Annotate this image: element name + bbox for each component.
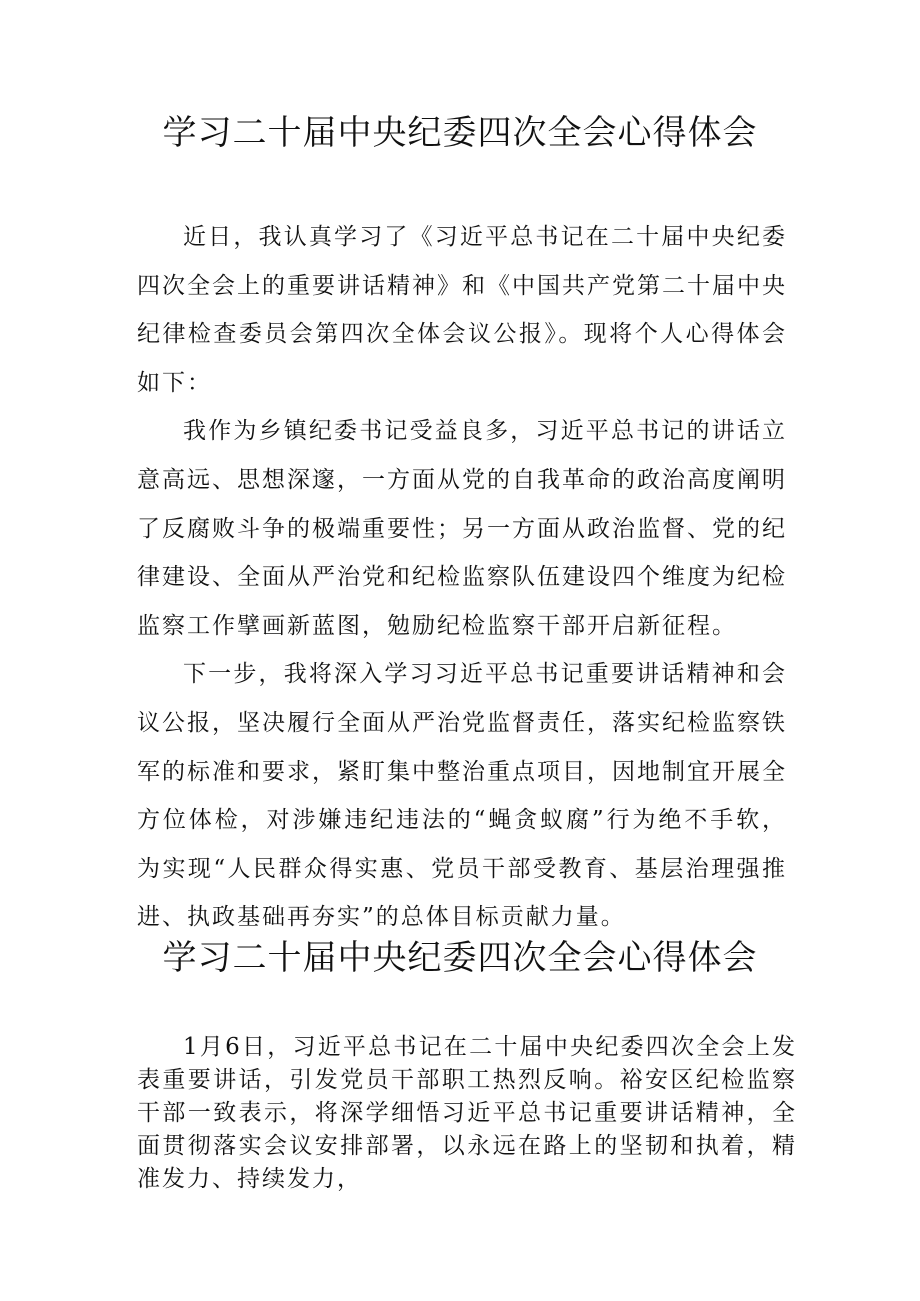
section-1-paragraph-2: 我作为乡镇纪委书记受益良多，习近平总书记的讲话立意高远、思想深邃，一方面从党的自我革命的政治高度阐明了反腐败斗争的极端重要性；另一方面从政治监督、党的纪律建设、全面从严治党和纪检监察队伍建设四个维度为纪检监察工作擘画新蓝图，勉励纪检监察干部开启新征程。 [137, 418, 787, 639]
section-1-paragraph-3: 下一步，我将深入学习习近平总书记重要讲话精神和会议公报，坚决履行全面从严治党监督责任，落实纪检监察铁军的标准和要求，紧盯集中整治重点项目，因地制宜开展全方位体检，对涉嫌违纪违法的“蝇贪蚁腐”行为绝不手软，为实现“人民群众得实惠、党员干部受教育、基层治理强推进、执政基础再夯实”的总体目标贡献力量。 [137, 661, 787, 931]
section-1-paragraph-1: 近日，我认真学习了《习近平总书记在二十届中央纪委四次全会上的重要讲话精神》和《中国共产党第二十届中央纪律检查委员会第四次全体会议公报》。现将个人心得体会如下： [137, 224, 787, 396]
section-1-title: 学习二十届中央纪委四次全会心得体会 [162, 113, 758, 153]
section-2-body [137, 1031, 797, 1196]
section-1-body [137, 213, 787, 942]
section-2-title: 学习二十届中央纪委四次全会心得体会 [162, 938, 758, 978]
section-2-paragraph-1: 1月6日，习近平总书记在二十届中央纪委四次全会上发表重要讲话，引发党员干部职工热烈反响。裕安区纪检监察干部一致表示，将深学细悟习近平总书记重要讲话精神，全面贯彻落实会议安排部署，以永远在路上的坚韧和执着，精准发力、持续发力， [137, 1034, 797, 1192]
